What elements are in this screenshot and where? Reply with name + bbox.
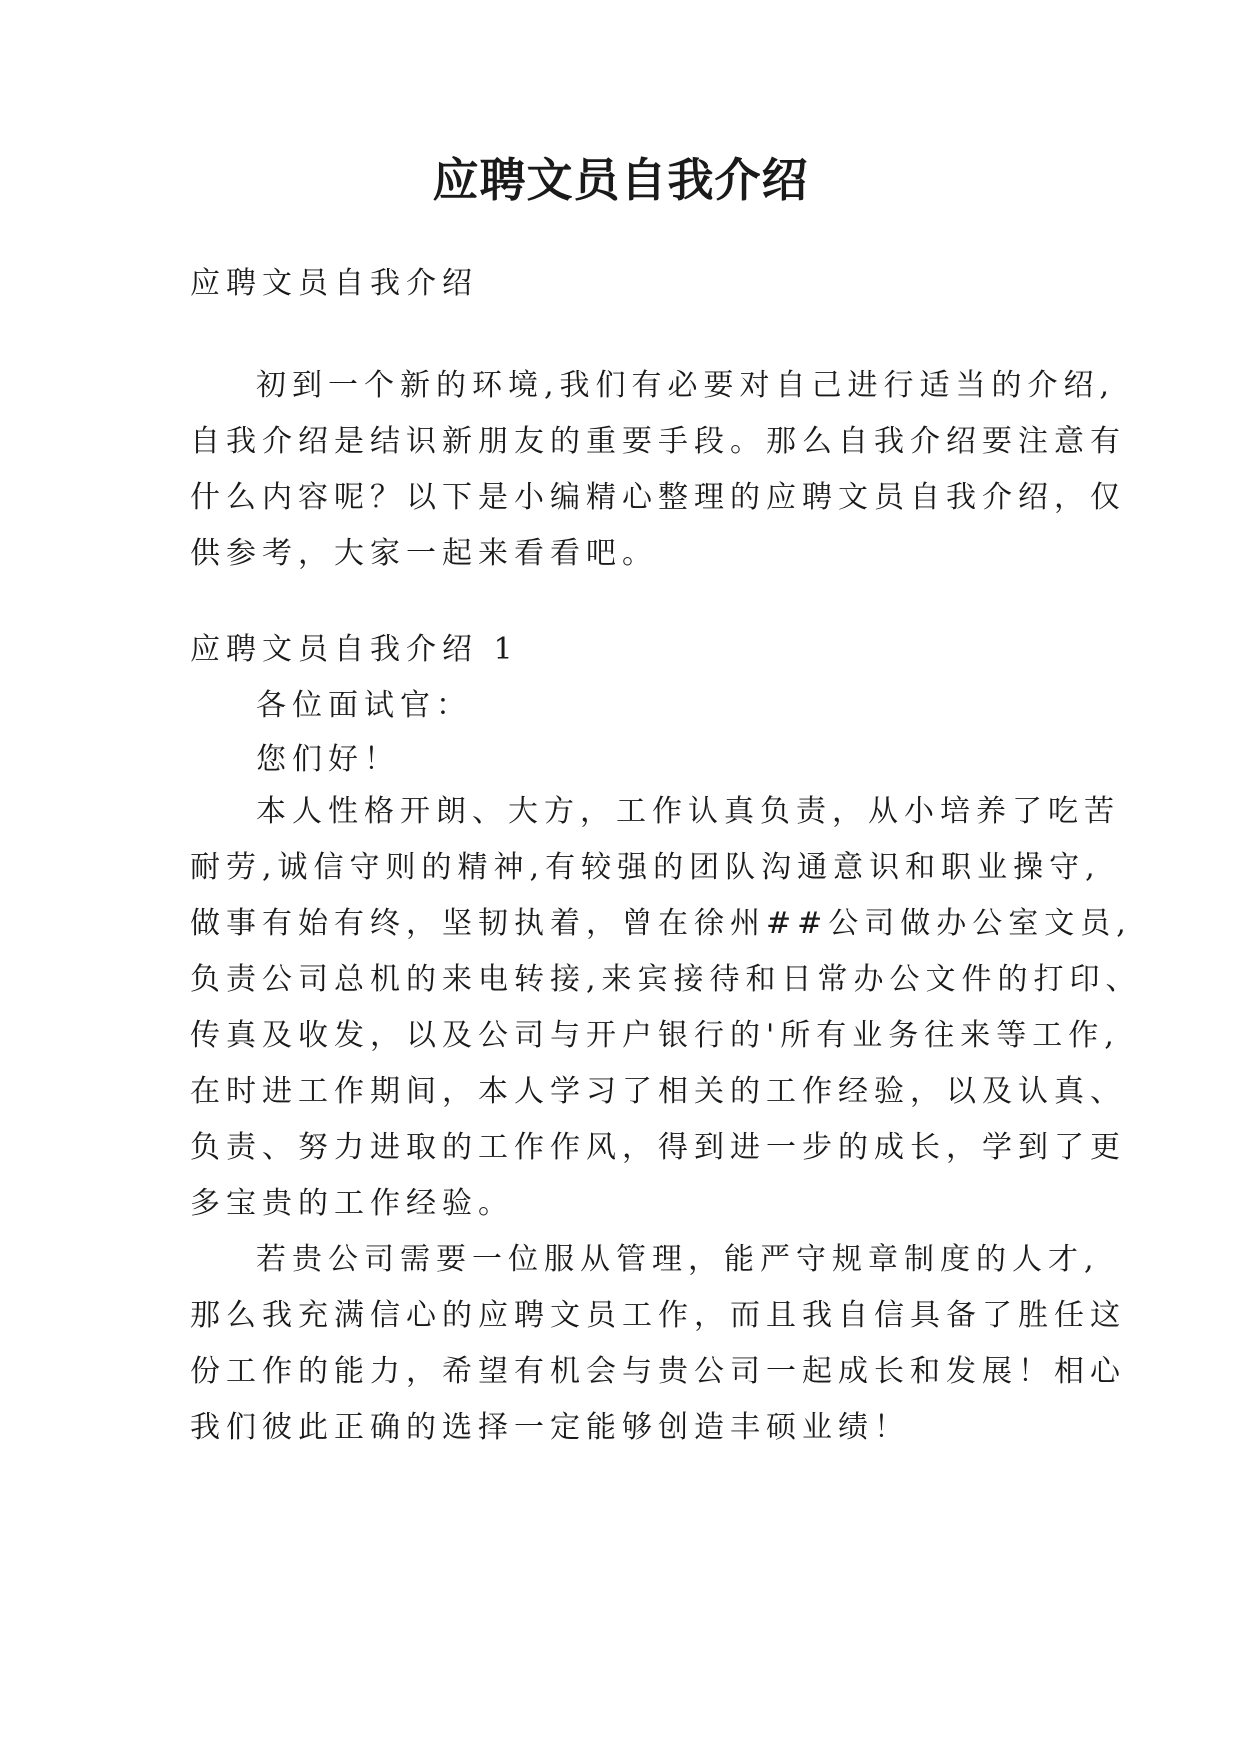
intro-line-2: 自我介绍是结识新朋友的重要手段。那么自我介绍要注意有 <box>190 424 1126 459</box>
para2-line-4: 我们彼此正确的选择一定能够创造丰硕业绩！ <box>190 1410 910 1445</box>
salutation-line: 您们好！ <box>256 742 400 777</box>
section-heading: 应聘文员自我介绍 1 <box>190 632 519 667</box>
greeting-line: 各位面试官： <box>256 688 472 723</box>
para2-line-3: 份工作的能力，希望有机会与贵公司一起成长和发展！相心 <box>190 1354 1126 1389</box>
document-subtitle: 应聘文员自我介绍 <box>190 266 478 301</box>
intro-line-1: 初到一个新的环境,我们有必要对自己进行适当的介绍, <box>256 368 1116 403</box>
para1-line-1: 本人性格开朗、大方，工作认真负责，从小培养了吃苦 <box>256 794 1120 829</box>
document-title: 应聘文员自我介绍 <box>432 153 809 207</box>
intro-line-3: 什么内容呢？以下是小编精心整理的应聘文员自我介绍，仅 <box>190 480 1126 515</box>
para1-line-2: 耐劳,诚信守则的精神,有较强的团队沟通意识和职业操守, <box>190 850 1101 885</box>
para2-line-2: 那么我充满信心的应聘文员工作，而且我自信具备了胜任这 <box>190 1298 1126 1333</box>
para1-line-6: 在时进工作期间，本人学习了相关的工作经验，以及认真、 <box>190 1074 1126 1109</box>
intro-line-4: 供参考，大家一起来看看吧。 <box>190 536 658 571</box>
para2-line-1: 若贵公司需要一位服从管理，能严守规章制度的人才, <box>256 1242 1100 1277</box>
para1-line-8: 多宝贵的工作经验。 <box>190 1186 514 1221</box>
para1-line-4: 负责公司总机的来电转接,来宾接待和日常办公文件的打印、 <box>190 962 1142 997</box>
para1-line-5: 传真及收发，以及公司与开户银行的'所有业务往来等工作, <box>190 1018 1120 1053</box>
para1-line-7: 负责、努力进取的工作作风，得到进一步的成长，学到了更 <box>190 1130 1126 1165</box>
para1-line-3: 做事有始有终，坚韧执着，曾在徐州##公司做办公室文员, <box>190 906 1132 941</box>
